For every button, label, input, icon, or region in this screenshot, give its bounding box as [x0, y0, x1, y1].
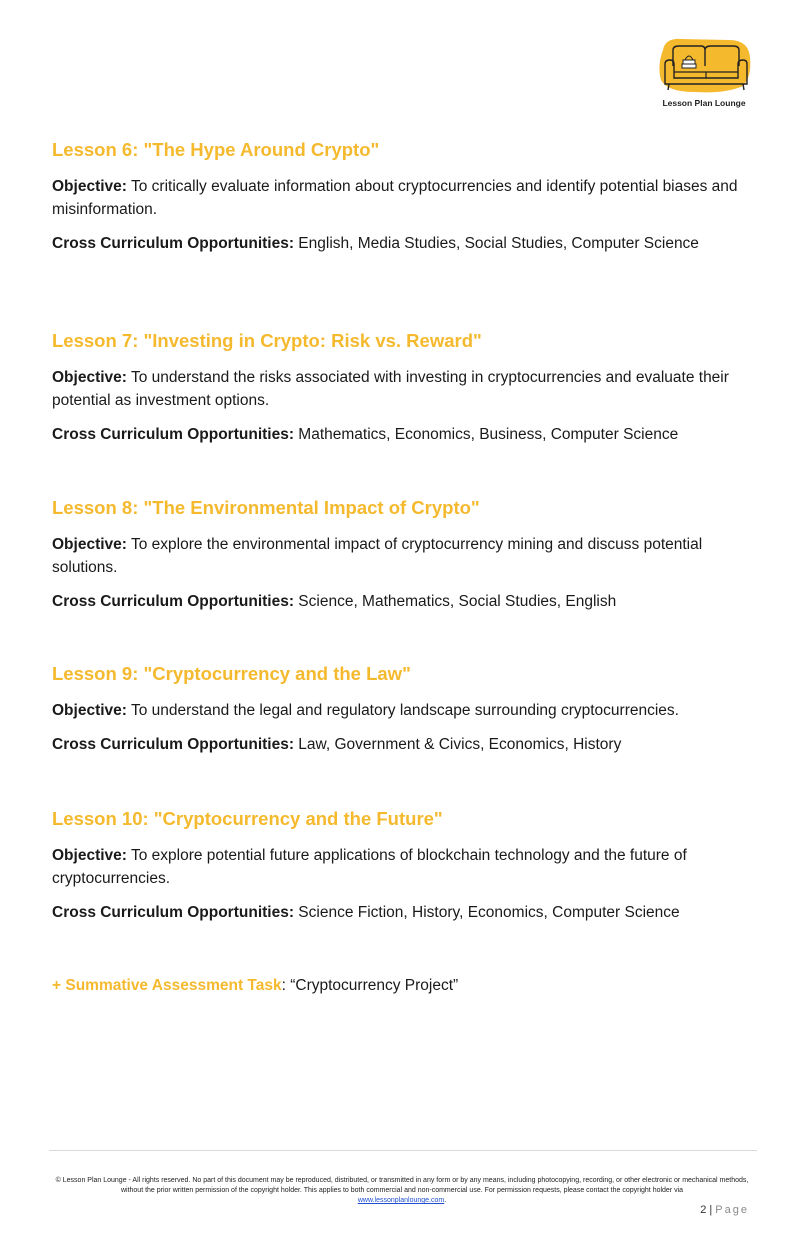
- lesson-8: [52, 496, 757, 624]
- lesson-objective: Objective: To understand the risks associated with investing in cryptocurrencies and evaluate their potential as investment options.: [52, 369, 729, 409]
- lesson-objective: Objective: To explore potential future applications of blockchain technology and the future of cryptocurrencies.: [52, 847, 687, 887]
- lesson-cross-curriculum: Cross Curriculum Opportunities: Science, Mathematics, Social Studies, English: [52, 593, 617, 610]
- lesson-title: Lesson 7: "Investing in Crypto: Risk vs. Reward": [52, 330, 482, 351]
- summative-text: : “Cryptocurrency Project”: [281, 977, 459, 994]
- lesson-cross-curriculum: Cross Curriculum Opportunities: English, Media Studies, Social Studies, Computer Science: [52, 235, 699, 252]
- lesson-objective: Objective: To explore the environmental impact of cryptocurrency mining and discuss potential solutions.: [52, 536, 703, 576]
- lesson-title: Lesson 10: "Cryptocurrency and the Future": [52, 808, 443, 829]
- lesson-objective: Objective: To critically evaluate information about cryptocurrencies and identify potential biases and misinformation.: [52, 178, 738, 218]
- summative-label: + Summative Assessment Task: [52, 977, 282, 994]
- brand-name: Lesson Plan Lounge: [662, 98, 746, 108]
- lesson-cross-curriculum: Cross Curriculum Opportunities: Science Fiction, History, Economics, Computer Science: [52, 904, 680, 921]
- lesson-10: [52, 807, 757, 935]
- lesson-7: [52, 329, 757, 457]
- lesson-objective: Objective: To understand the legal and regulatory landscape surrounding cryptocurrencies.: [52, 702, 679, 719]
- brand-logo: [655, 36, 753, 114]
- page-number: 2 | Page: [700, 1204, 749, 1216]
- lesson-title: Lesson 8: "The Environmental Impact of Crypto": [52, 497, 480, 518]
- lesson-9: [52, 662, 757, 767]
- lesson-title: Lesson 9: "Cryptocurrency and the Law": [52, 663, 411, 684]
- footer-copyright: © Lesson Plan Lounge - All rights reserved. No part of this document may be reproduced, distributed, or transmitted in any form or by any means, including photocopying, recording, or other electronic or mechanical methods, without the prior written permission of the copyright holder. This applies to both commercial and non-commercial use. For permission requests, please contact the copyright holder via www.lessonplanlounge.com.: [55, 1177, 749, 1204]
- lesson-title: Lesson 6: "The Hype Around Crypto": [52, 139, 380, 160]
- footer-divider: [49, 1150, 757, 1151]
- lesson-cross-curriculum: Cross Curriculum Opportunities: Mathematics, Economics, Business, Computer Science: [52, 426, 679, 443]
- lesson-6: [52, 138, 757, 266]
- sofa-icon: [655, 36, 753, 98]
- lesson-cross-curriculum: Cross Curriculum Opportunities: Law, Government & Civics, Economics, History: [52, 736, 622, 753]
- summative-assessment: [52, 974, 458, 997]
- website-link[interactable]: www.lessonplanlounge.com: [357, 1197, 445, 1204]
